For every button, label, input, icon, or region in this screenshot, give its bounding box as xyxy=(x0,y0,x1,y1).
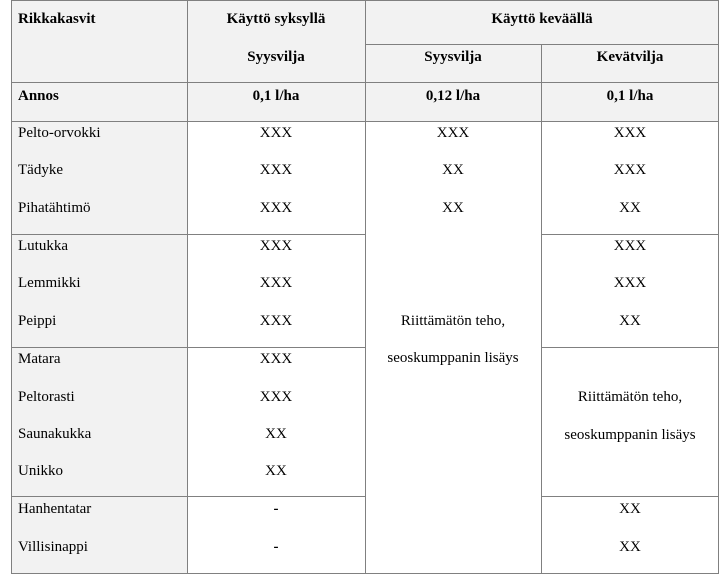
weed-name: Pihatähtimö xyxy=(18,200,91,216)
group1-bottom-left xyxy=(11,234,366,235)
efficacy-spring-spring: XXX xyxy=(613,125,647,141)
dose-spring-spring: 0,1 l/ha xyxy=(606,88,654,104)
weed-name: Peippi xyxy=(18,313,57,329)
group3-bottom-left xyxy=(11,496,366,497)
weed-name: Lutukka xyxy=(18,238,68,254)
weed-name: Saunakukka xyxy=(18,426,92,442)
efficacy-autumn: XXX xyxy=(259,238,293,254)
merged-note-spring-winter-line1: Riittämätön teho, xyxy=(400,313,506,329)
efficacy-spring-spring: XX xyxy=(619,313,641,329)
weed-name: Pelto-orvokki xyxy=(18,125,101,141)
table-left-border xyxy=(11,0,12,574)
efficacy-autumn: XXX xyxy=(259,200,293,216)
efficacy-autumn: XXX xyxy=(259,275,293,291)
efficacy-spring-winter: XX xyxy=(442,200,464,216)
weed-name: Matara xyxy=(18,351,61,367)
merged-note-spring-winter-line2: seoskumppanin lisäys xyxy=(387,350,519,366)
efficacy-autumn: XX xyxy=(265,463,287,479)
header-autumn-use: Käyttö syksyllä xyxy=(226,11,326,27)
subheader-spring-spring-cereal: Kevätvilja xyxy=(596,49,664,65)
efficacy-autumn: XXX xyxy=(259,351,293,367)
efficacy-autumn: XX xyxy=(265,426,287,442)
efficacy-spring-spring: XXX xyxy=(613,238,647,254)
efficacy-spring-winter: XX xyxy=(442,162,464,178)
group2-bottom-left xyxy=(11,347,366,348)
efficacy-spring-spring: XX xyxy=(619,501,641,517)
merged-note-spring-spring-line1: Riittämätön teho, xyxy=(577,389,683,405)
subheader-spring-winter-cereal: Syysvilja xyxy=(424,49,482,65)
efficacy-spring-spring: XX xyxy=(619,200,641,216)
weed-name: Tädyke xyxy=(18,162,63,178)
weed-name: Lemmikki xyxy=(18,275,81,291)
efficacy-spring-spring: XXX xyxy=(613,275,647,291)
subheader-autumn-winter-cereal: Syysvilja xyxy=(247,49,305,65)
dose-autumn: 0,1 l/ha xyxy=(252,88,300,104)
merged-note-spring-spring-line2: seoskumppanin lisäys xyxy=(564,427,696,443)
weed-name: Unikko xyxy=(18,463,63,479)
dose-label: Annos xyxy=(18,88,59,104)
efficacy-autumn: XXX xyxy=(259,389,293,405)
efficacy-autumn: XXX xyxy=(259,125,293,141)
efficacy-spring-spring: XX xyxy=(619,539,641,555)
efficacy-autumn: - xyxy=(273,539,279,555)
header-divider-spring xyxy=(365,44,719,45)
efficacy-spring-winter: XXX xyxy=(436,125,470,141)
efficacy-autumn: - xyxy=(273,501,279,517)
group2-bottom-right xyxy=(541,347,719,348)
dose-spring-winter: 0,12 l/ha xyxy=(425,88,481,104)
group1-bottom-right xyxy=(541,234,719,235)
efficacy-autumn: XXX xyxy=(259,313,293,329)
efficacy-spring-spring: XXX xyxy=(613,162,647,178)
efficacy-autumn: XXX xyxy=(259,162,293,178)
header-spring-use: Käyttö keväällä xyxy=(491,11,593,27)
weed-name: Villisinappi xyxy=(18,539,88,555)
weed-name: Hanhentatar xyxy=(18,501,92,517)
weed-name: Peltorasti xyxy=(18,389,75,405)
header-weeds: Rikkakasvit xyxy=(18,11,96,27)
group3-bottom-right xyxy=(541,496,719,497)
